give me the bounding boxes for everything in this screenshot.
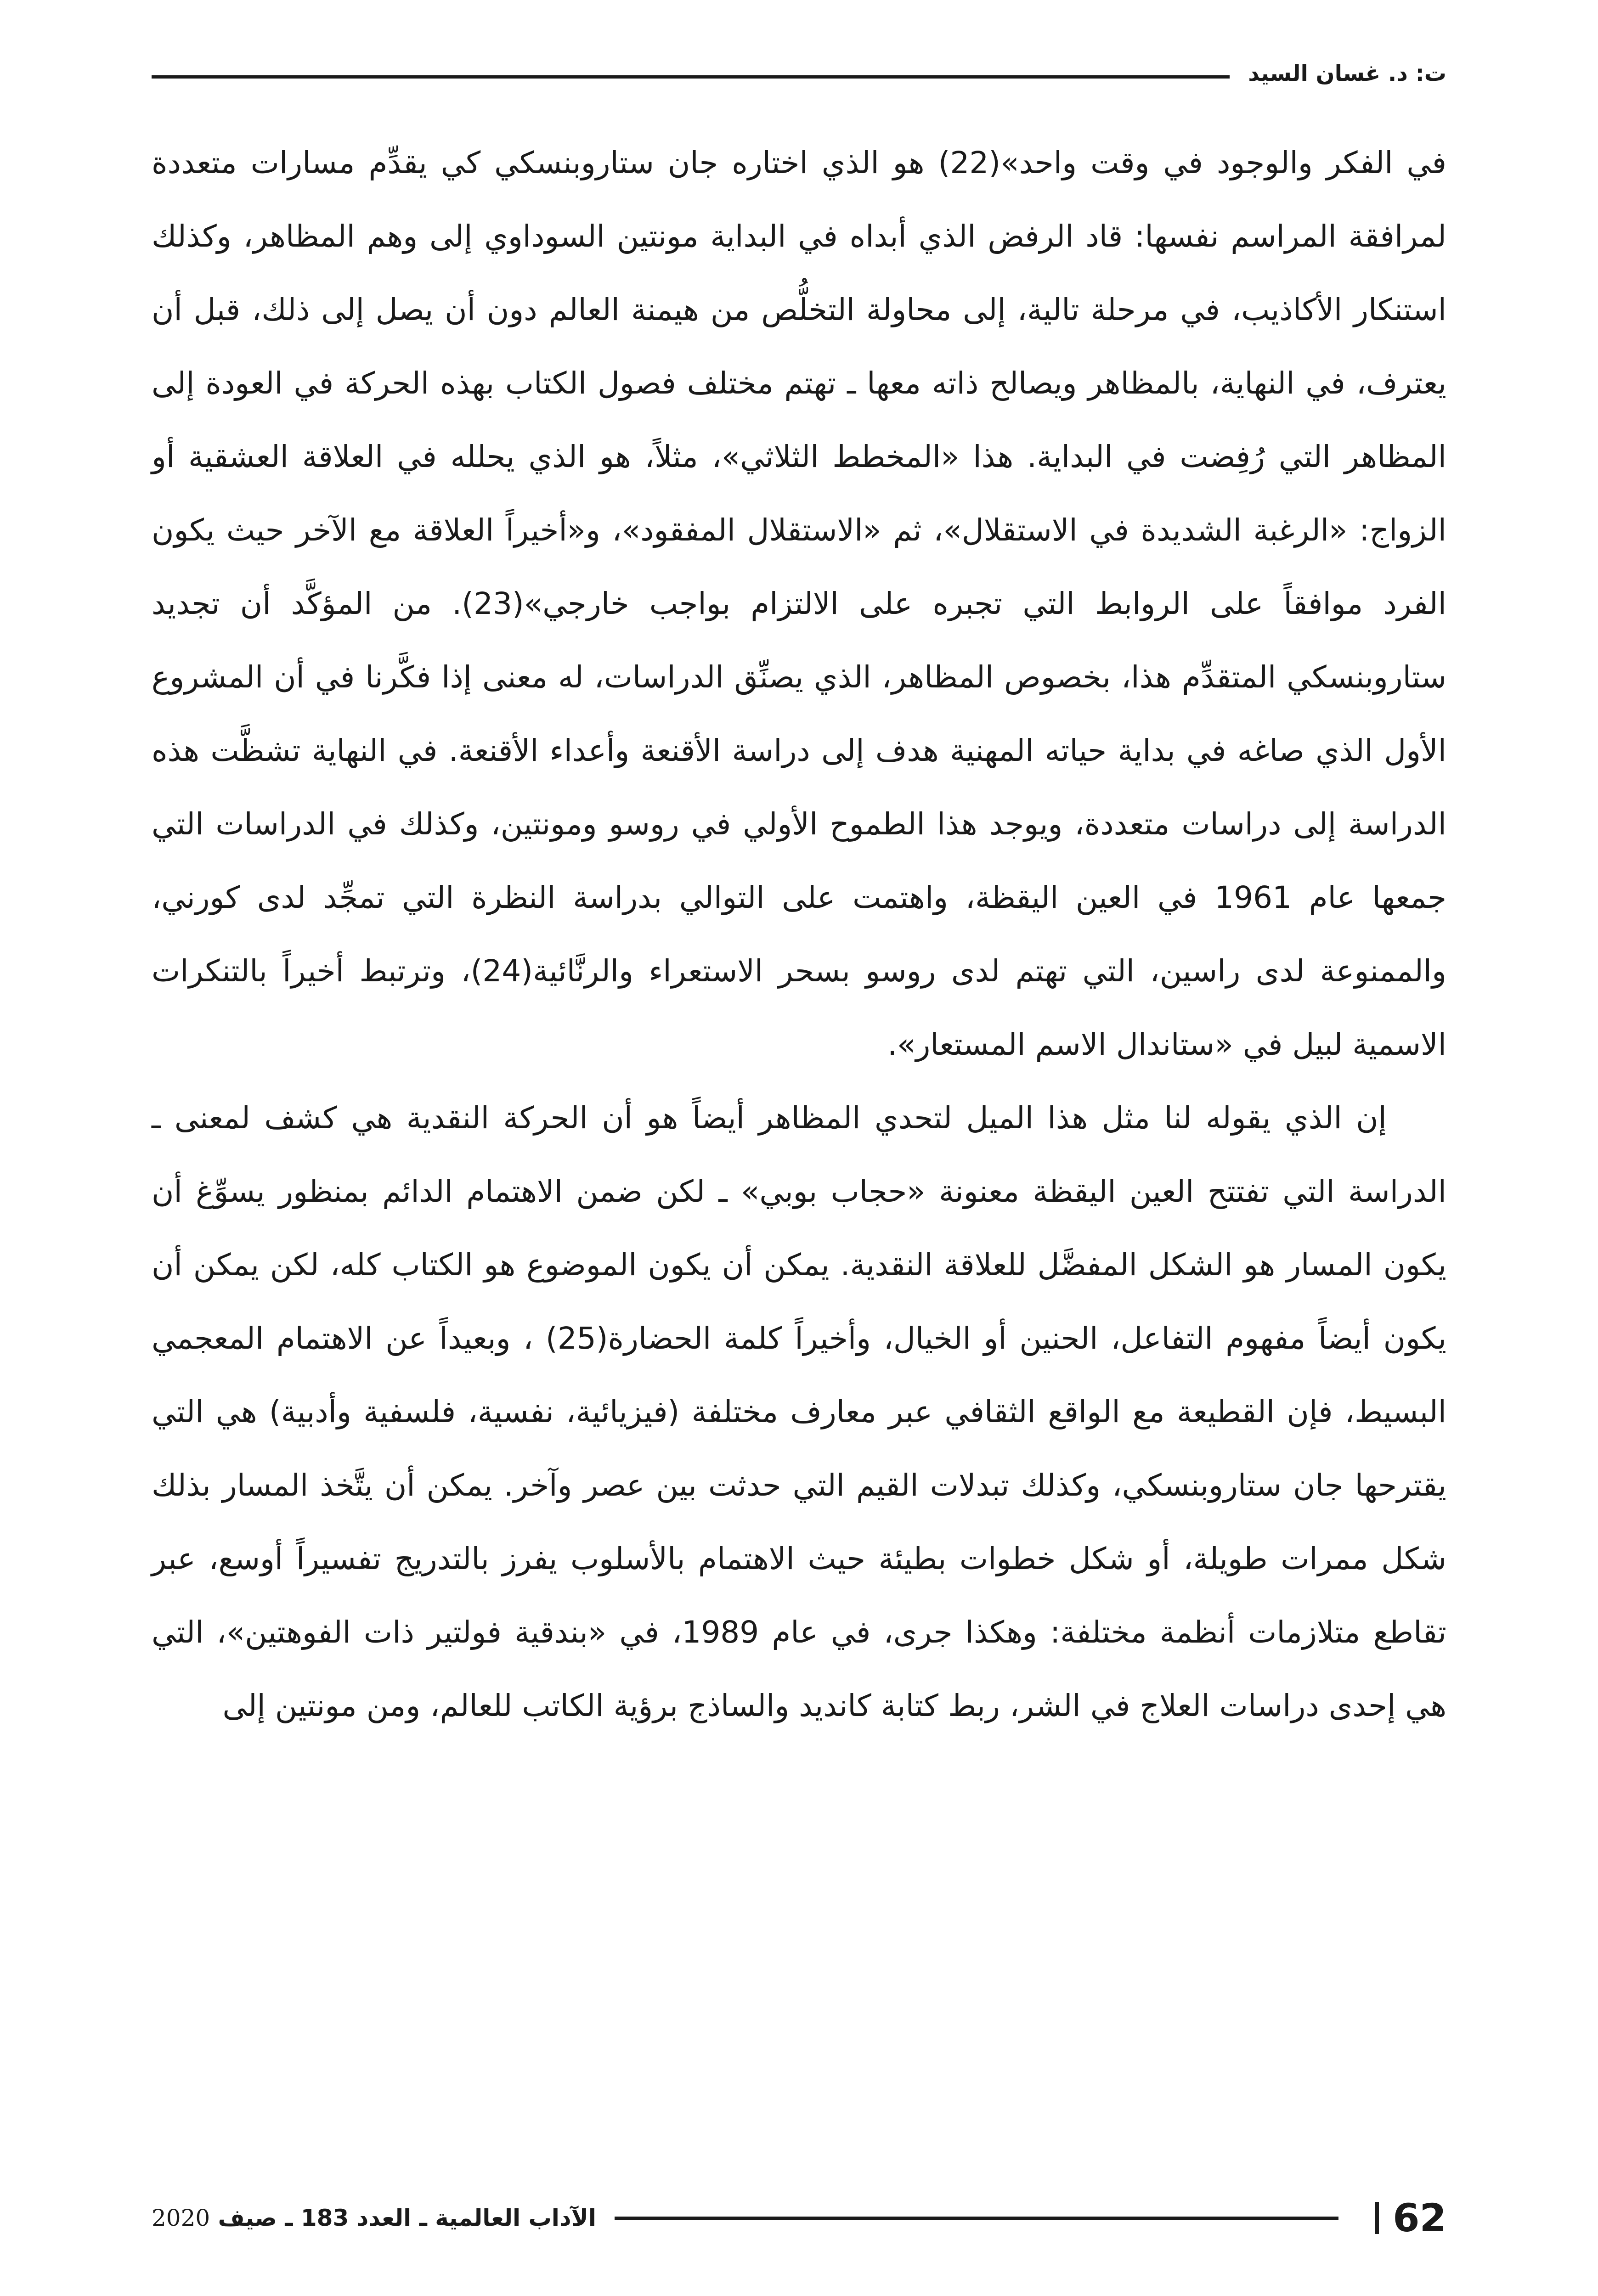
page-number: 62 [1393, 2195, 1446, 2240]
paragraph-2: إن الذي يقوله لنا مثل هذا الميل لتحدي المظاهر أيضاً هو أن الحركة النقدية هي كشف لمعنى ـ الدراسة التي تفتتح العين اليقظة معنونة «حجاب بوبي» ـ لكن ضمن الاهتمام الدائم بمنظور يسوِّغ أن يكون المسار هو الشكل المفضَّل للعلاقة النقدية. يمكن أن يكون الموضوع هو الكتاب كله، لكن يمكن أن يكون أيضاً مفهوم التفاعل، الحنين أو الخيال، وأخيراً كلمة الحضارة(25) ، وبعيداً عن الاهتمام المعجمي البسيط، فإن القطيعة مع الواقع الثقافي عبر معارف مختلفة (فيزيائية، نفسية، فلسفية وأدبية) هي التي يقترحها جان ستاروبنسكي، وكذلك تبدلات القيم التي حدثت بين عصر وآخر. يمكن أن يتَّخذ المسار بذلك شكل ممرات طويلة، أو شكل خطوات بطيئة حيث الاهتمام بالأسلوب يفرز بالتدريج تفسيراً أوسع، عبر تقاطع متلازمات أنظمة مختلفة: وهكذا جرى، في عام 1989، في «بندقية فولتير ذات الفوهتين»، التي هي إحدى دراسات العلاج في الشر، ربط كتابة كانديد والساذج برؤية الكاتب للعالم، ومن مونتين إلى [152, 1100, 1447, 1723]
article-body [152, 126, 1446, 1743]
footer-separator-bar [1375, 2202, 1379, 2234]
header-author: ت: د. غسان السيد [1248, 61, 1446, 86]
journal-year: 2020 [152, 2205, 210, 2231]
header-rule [152, 75, 1230, 79]
footer-rule [615, 2217, 1338, 2220]
journal-issue: الآداب العالمية ـ العدد 183 ـ صيف [218, 2205, 596, 2231]
running-header [152, 55, 1446, 92]
paragraph-1: في الفكر والوجود في وقت واحد»(22) هو الذي اختاره جان ستاروبنسكي كي يقدِّم مسارات متعددة لمرافقة المراسم نفسها: قاد الرفض الذي أبداه في البداية مونتين السوداوي إلى وهم المظاهر، وكذلك استنكار الأكاذيب، في مرحلة تالية، إلى محاولة التخلُّص من هيمنة العالم دون أن يصل إلى ذلك، قبل أن يعترف، في النهاية، بالمظاهر ويصالح ذاته معها ـ تهتم مختلف فصول الكتاب بهذه الحركة في العودة إلى المظاهر التي رُفِضت في البداية. هذا «المخطط الثلاثي»، مثلاً، هو الذي يحلله في العلاقة العشقية أو الزواج: «الرغبة الشديدة في الاستقلال»، ثم «الاستقلال المفقود»، و«أخيراً العلاقة مع الآخر حيث يكون الفرد موافقاً على الروابط التي تجبره على الالتزام بواجب خارجي»(23). من المؤكَّد أن تجديد ستاروبنسكي المتقدِّم هذا، بخصوص المظاهر، الذي يصنِّق الدراسات، له معنى إذا فكَّرنا في أن المشروع الأول الذي صاغه في بداية حياته المهنية هدف إلى دراسة الأقنعة وأعداء الأقنعة. في النهاية تشظَّت هذه الدراسة إلى دراسات متعددة، ويوجد هذا الطموح الأولي في روسو ومونتين، وكذلك في الدراسات التي جمعها عام 1961 في العين اليقظة، واهتمت على التوالي بدراسة النظرة التي تمجِّد لدى كورني، والممنوعة لدى راسين، التي تهتم لدى روسو بسحر الاستعراء والرنَّائية(24)، وترتبط أخيراً بالتنكرات الاسمية لبيل في «ستاندال الاسم المستعار». [152, 145, 1446, 1062]
journal-citation [152, 2205, 596, 2231]
page-footer [152, 2193, 1446, 2243]
